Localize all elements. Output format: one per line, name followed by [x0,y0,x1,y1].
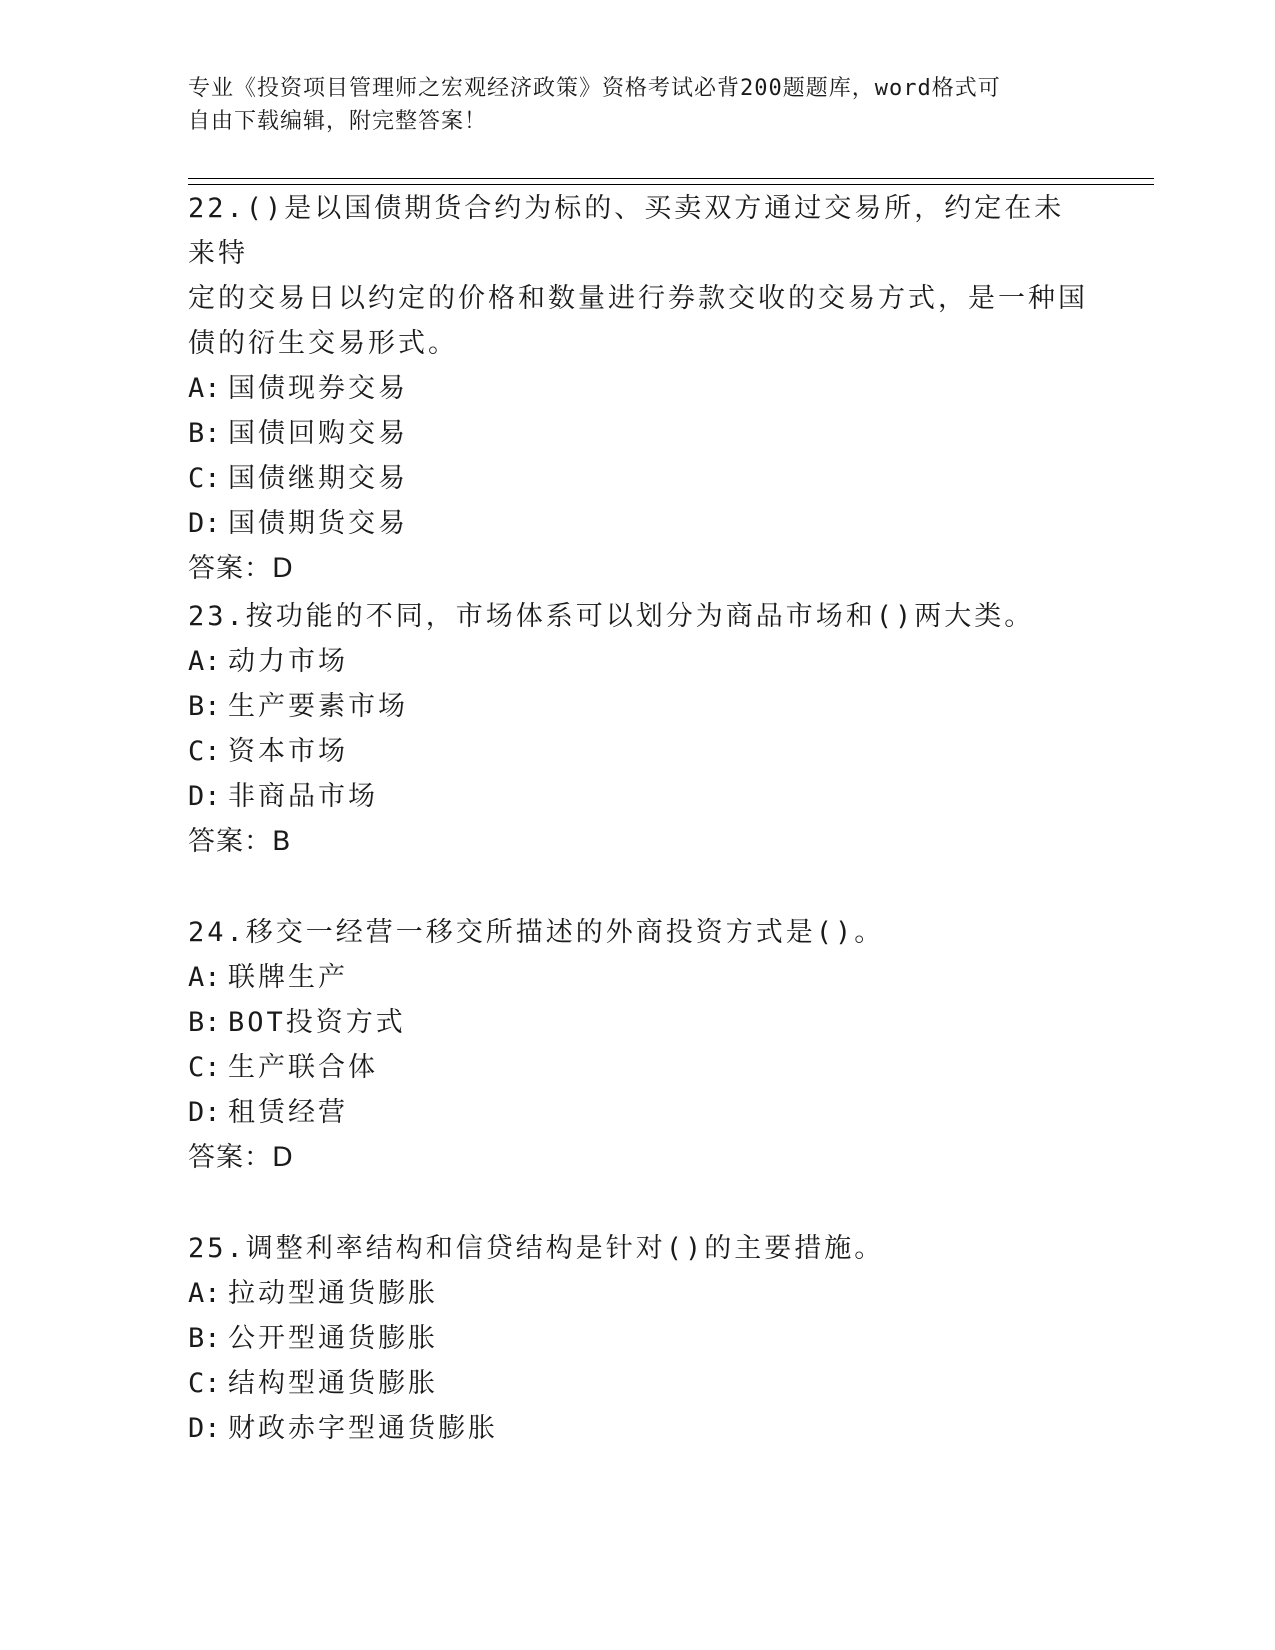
option-text: 租赁经营 [228,1097,348,1128]
question-22 [188,186,1088,591]
option-b [188,411,1088,456]
option-a [188,639,1088,684]
option-letter: B: [188,691,221,722]
header-line-2: 自由下载编辑，附完整答案！ [188,109,488,134]
option-text: 资本市场 [228,736,348,767]
option-c [188,456,1088,501]
answer-line: 答案：B [188,826,292,857]
question-23 [188,594,1088,864]
option-letter: D: [188,1097,221,1128]
document-header [188,72,1088,138]
option-letter: A: [188,962,221,993]
option-text: 拉动型通货膨胀 [228,1278,438,1309]
option-a [188,955,1088,1000]
answer-line: 答案：D [188,1142,294,1173]
option-letter: D: [188,781,221,812]
option-letter: C: [188,736,221,767]
question-text-line: 22.()是以国债期货合约为标的、买卖双方通过交易所，约定在未来特 [188,193,1065,269]
option-d [188,1406,1088,1451]
question-text-line: 债的衍生交易形式。 [188,328,458,359]
question-text-line: 23.按功能的不同，市场体系可以划分为商品市场和()两大类。 [188,601,1035,632]
option-letter: C: [188,1368,221,1399]
option-letter: D: [188,1413,221,1444]
option-letter: B: [188,418,221,449]
header-line-1: 专业《投资项目管理师之宏观经济政策》资格考试必背200题题库，word格式可 [188,76,1001,101]
option-letter: A: [188,1278,221,1309]
question-24 [188,910,1088,1180]
option-text: 结构型通货膨胀 [228,1368,438,1399]
option-c [188,729,1088,774]
option-text: 财政赤字型通货膨胀 [228,1413,498,1444]
option-text: 非商品市场 [228,781,378,812]
option-d [188,501,1088,546]
question-text-line: 定的交易日以约定的价格和数量进行券款交收的交易方式，是一种国 [188,283,1088,314]
option-d [188,774,1088,819]
option-letter: B: [188,1323,221,1354]
option-text: 公开型通货膨胀 [228,1323,438,1354]
question-25 [188,1226,1088,1451]
option-c [188,1361,1088,1406]
option-c [188,1045,1088,1090]
option-b [188,684,1088,729]
option-text: 国债继期交易 [228,463,408,494]
option-letter: C: [188,463,221,494]
option-text: 动力市场 [228,646,348,677]
header-divider-top [188,178,1154,179]
option-d [188,1090,1088,1135]
option-b [188,1000,1088,1045]
option-letter: A: [188,646,221,677]
option-text: 生产要素市场 [228,691,408,722]
option-text: 国债期货交易 [228,508,408,539]
option-b [188,1316,1088,1361]
option-letter: A: [188,373,221,404]
question-text-line: 24.移交一经营一移交所描述的外商投资方式是()。 [188,917,885,948]
answer-line: 答案：D [188,553,294,584]
option-a [188,366,1088,411]
option-letter: C: [188,1052,221,1083]
option-a [188,1271,1088,1316]
option-text: 联牌生产 [228,962,348,993]
option-text: BOT投资方式 [228,1007,406,1038]
option-letter: B: [188,1007,221,1038]
question-text-line: 25.调整利率结构和信贷结构是针对()的主要措施。 [188,1233,885,1264]
option-letter: D: [188,508,221,539]
header-divider-bottom [188,184,1154,185]
option-text: 国债回购交易 [228,418,408,449]
option-text: 国债现券交易 [228,373,408,404]
option-text: 生产联合体 [228,1052,378,1083]
